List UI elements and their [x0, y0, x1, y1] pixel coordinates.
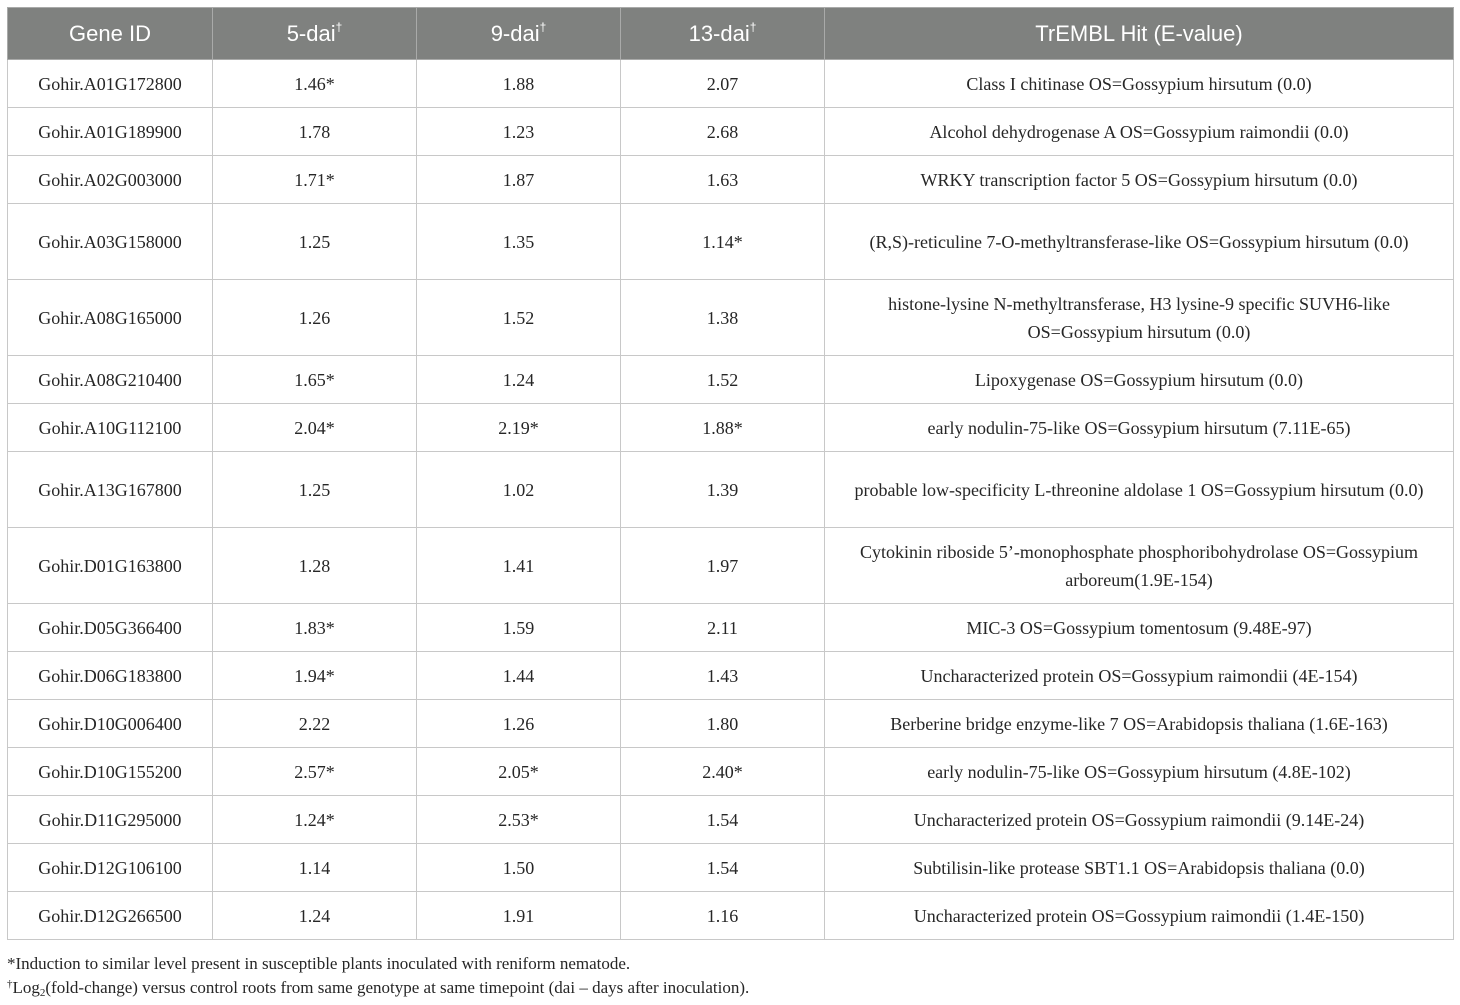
cell-gene-id: Gohir.A03G158000	[8, 204, 213, 280]
header-13-dai	[621, 8, 825, 60]
cell-gene-id: Gohir.A08G165000	[8, 280, 213, 356]
cell-13-dai: 1.54	[621, 844, 825, 892]
table-row	[8, 60, 1454, 108]
cell-13-dai: 1.97	[621, 528, 825, 604]
cell-13-dai: 2.40*	[621, 748, 825, 796]
cell-gene-id: Gohir.A02G003000	[8, 156, 213, 204]
table-row	[8, 280, 1454, 356]
header-9-dai	[417, 8, 621, 60]
cell-13-dai: 1.52	[621, 356, 825, 404]
table-row	[8, 796, 1454, 844]
cell-9-dai: 1.26	[417, 700, 621, 748]
cell-13-dai: 2.11	[621, 604, 825, 652]
header-trembl-hit-label: TrEMBL Hit (E-value)	[1035, 20, 1243, 46]
cell-gene-id: Gohir.D05G366400	[8, 604, 213, 652]
cell-gene-id: Gohir.A01G172800	[8, 60, 213, 108]
table-row	[8, 108, 1454, 156]
cell-trembl-hit: Alcohol dehydrogenase A OS=Gossypium raimondii (0.0)	[825, 108, 1454, 156]
cell-trembl-hit: Lipoxygenase OS=Gossypium hirsutum (0.0)	[825, 356, 1454, 404]
dagger-mark: †	[335, 19, 343, 34]
table-body	[8, 60, 1454, 940]
cell-trembl-hit: early nodulin-75-like OS=Gossypium hirsutum (4.8E-102)	[825, 748, 1454, 796]
footnote-log-subscript: 2	[39, 987, 46, 999]
cell-trembl-hit: probable low-specificity L-threonine aldolase 1 OS=Gossypium hirsutum (0.0)	[825, 452, 1454, 528]
cell-5-dai: 1.26	[213, 280, 417, 356]
cell-trembl-hit: Subtilisin-like protease SBT1.1 OS=Arabidopsis thaliana (0.0)	[825, 844, 1454, 892]
table-footnotes	[7, 952, 1453, 1000]
cell-gene-id: Gohir.D11G295000	[8, 796, 213, 844]
cell-trembl-hit: MIC-3 OS=Gossypium tomentosum (9.48E-97)	[825, 604, 1454, 652]
cell-trembl-hit: early nodulin-75-like OS=Gossypium hirsutum (7.11E-65)	[825, 404, 1454, 452]
dagger-mark: †	[749, 19, 757, 34]
cell-13-dai: 1.43	[621, 652, 825, 700]
table-row	[8, 748, 1454, 796]
table-row	[8, 700, 1454, 748]
cell-gene-id: Gohir.D12G106100	[8, 844, 213, 892]
header-gene-id-label: Gene ID	[69, 20, 151, 46]
cell-trembl-hit: Uncharacterized protein OS=Gossypium raimondii (1.4E-150)	[825, 892, 1454, 940]
header-13-dai-label: 13-dai	[688, 20, 750, 46]
table-row	[8, 844, 1454, 892]
cell-9-dai: 2.53*	[417, 796, 621, 844]
cell-9-dai: 1.23	[417, 108, 621, 156]
cell-gene-id: Gohir.A08G210400	[8, 356, 213, 404]
data-table-container	[7, 7, 1453, 940]
cell-9-dai: 1.41	[417, 528, 621, 604]
cell-5-dai: 1.65*	[213, 356, 417, 404]
table-row	[8, 356, 1454, 404]
cell-13-dai: 1.80	[621, 700, 825, 748]
cell-9-dai: 1.44	[417, 652, 621, 700]
header-9-dai-label: 9-dai	[490, 20, 540, 46]
cell-5-dai: 1.24*	[213, 796, 417, 844]
cell-9-dai: 1.88	[417, 60, 621, 108]
header-5-dai-label: 5-dai	[286, 20, 336, 46]
cell-9-dai: 1.59	[417, 604, 621, 652]
dagger-mark: †	[539, 19, 547, 34]
footnote-log-prefix: Log	[12, 978, 40, 997]
header-gene-id	[8, 8, 213, 60]
cell-13-dai: 1.54	[621, 796, 825, 844]
cell-9-dai: 1.24	[417, 356, 621, 404]
cell-13-dai: 2.68	[621, 108, 825, 156]
table-row	[8, 652, 1454, 700]
cell-trembl-hit: histone-lysine N-methyltransferase, H3 lysine-9 specific SUVH6-like OS=Gossypium hirsutum (0.0)	[825, 280, 1454, 356]
header-trembl-hit	[825, 8, 1454, 60]
cell-gene-id: Gohir.D06G183800	[8, 652, 213, 700]
cell-trembl-hit: Uncharacterized protein OS=Gossypium raimondii (4E-154)	[825, 652, 1454, 700]
table-row	[8, 404, 1454, 452]
cell-5-dai: 1.25	[213, 452, 417, 528]
cell-13-dai: 1.14*	[621, 204, 825, 280]
gene-expression-table	[7, 7, 1454, 940]
cell-9-dai: 1.02	[417, 452, 621, 528]
table-row	[8, 604, 1454, 652]
cell-gene-id: Gohir.D10G155200	[8, 748, 213, 796]
footnote-dagger-text: (fold-change) versus control roots from same genotype at same timepoint (dai – days after inoculation).	[45, 978, 750, 997]
table-row	[8, 156, 1454, 204]
cell-trembl-hit: Uncharacterized protein OS=Gossypium raimondii (9.14E-24)	[825, 796, 1454, 844]
dagger-mark: †	[7, 978, 13, 990]
cell-9-dai: 1.91	[417, 892, 621, 940]
cell-gene-id: Gohir.D10G006400	[8, 700, 213, 748]
cell-13-dai: 1.88*	[621, 404, 825, 452]
cell-5-dai: 2.57*	[213, 748, 417, 796]
cell-5-dai: 1.46*	[213, 60, 417, 108]
table-row	[8, 892, 1454, 940]
cell-trembl-hit: Cytokinin riboside 5’-monophosphate phosphoribohydrolase OS=Gossypium arboreum(1.9E-154)	[825, 528, 1454, 604]
footnote-asterisk: *Induction to similar level present in susceptible plants inoculated with reniform nematode.	[7, 954, 631, 973]
cell-trembl-hit: WRKY transcription factor 5 OS=Gossypium hirsutum (0.0)	[825, 156, 1454, 204]
cell-9-dai: 1.52	[417, 280, 621, 356]
cell-trembl-hit: (R,S)-reticuline 7-O-methyltransferase-like OS=Gossypium hirsutum (0.0)	[825, 204, 1454, 280]
header-row	[8, 8, 1454, 60]
header-5-dai	[213, 8, 417, 60]
cell-5-dai: 1.25	[213, 204, 417, 280]
table-row	[8, 528, 1454, 604]
cell-9-dai: 1.50	[417, 844, 621, 892]
cell-gene-id: Gohir.D12G266500	[8, 892, 213, 940]
cell-9-dai: 1.87	[417, 156, 621, 204]
cell-5-dai: 1.28	[213, 528, 417, 604]
cell-9-dai: 2.19*	[417, 404, 621, 452]
cell-gene-id: Gohir.D01G163800	[8, 528, 213, 604]
cell-13-dai: 1.39	[621, 452, 825, 528]
cell-gene-id: Gohir.A13G167800	[8, 452, 213, 528]
cell-5-dai: 1.24	[213, 892, 417, 940]
cell-9-dai: 1.35	[417, 204, 621, 280]
cell-13-dai: 2.07	[621, 60, 825, 108]
table-row	[8, 452, 1454, 528]
cell-5-dai: 1.94*	[213, 652, 417, 700]
cell-5-dai: 2.04*	[213, 404, 417, 452]
cell-trembl-hit: Berberine bridge enzyme-like 7 OS=Arabidopsis thaliana (1.6E-163)	[825, 700, 1454, 748]
cell-gene-id: Gohir.A01G189900	[8, 108, 213, 156]
cell-9-dai: 2.05*	[417, 748, 621, 796]
cell-5-dai: 1.78	[213, 108, 417, 156]
footnote-dagger	[7, 976, 1453, 1000]
cell-trembl-hit: Class I chitinase OS=Gossypium hirsutum (0.0)	[825, 60, 1454, 108]
cell-13-dai: 1.63	[621, 156, 825, 204]
cell-5-dai: 1.83*	[213, 604, 417, 652]
table-row	[8, 204, 1454, 280]
cell-5-dai: 1.71*	[213, 156, 417, 204]
cell-5-dai: 2.22	[213, 700, 417, 748]
cell-13-dai: 1.38	[621, 280, 825, 356]
cell-gene-id: Gohir.A10G112100	[8, 404, 213, 452]
cell-13-dai: 1.16	[621, 892, 825, 940]
cell-5-dai: 1.14	[213, 844, 417, 892]
table-header	[8, 8, 1454, 60]
